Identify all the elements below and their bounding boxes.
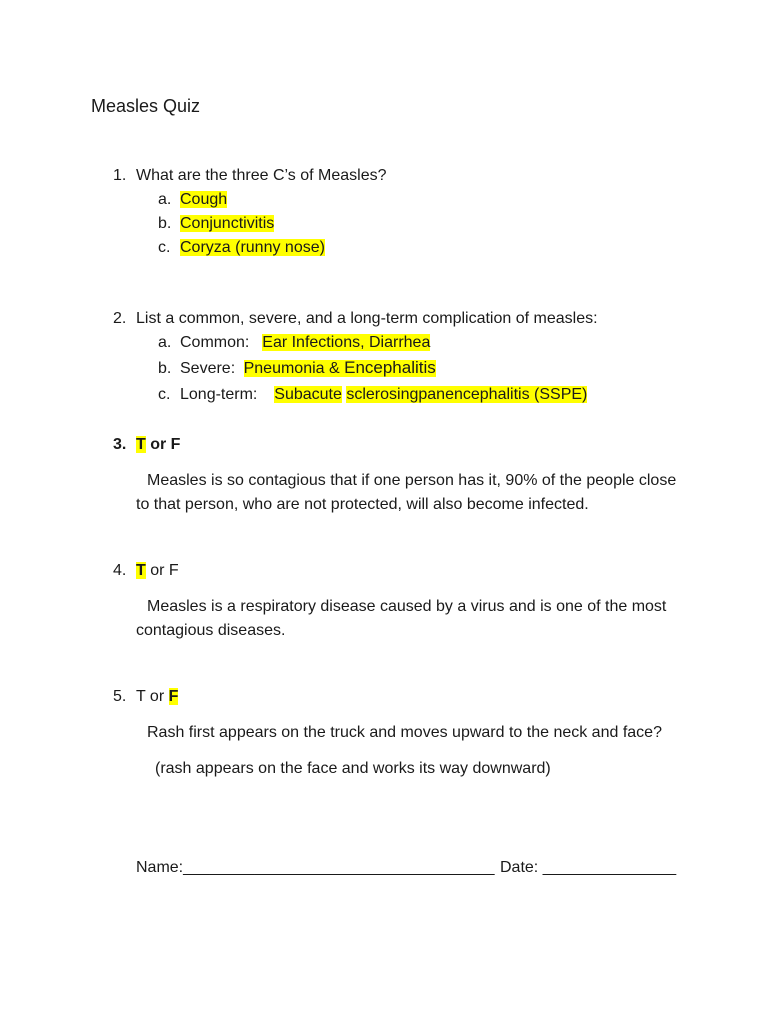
true-answer: T [136, 436, 146, 453]
answer-label: Common: [180, 334, 250, 351]
answer-text: Cough [180, 191, 228, 208]
answer-label: Severe: [180, 360, 236, 377]
question-text: List a common, severe, and a long-term complication of measles: [136, 310, 598, 327]
statement-line: Measles is so contagious that if one person has it, 90% of the people close [147, 472, 677, 489]
question-number: 2. [113, 310, 127, 327]
question-number: 1. [113, 167, 127, 184]
question-text: What are the three C’s of Measles? [136, 167, 387, 184]
answer-text: Ear Infections, Diarrhea [262, 334, 431, 351]
answer-letter: c. [158, 239, 171, 256]
question-number: 4. [113, 562, 127, 579]
answer-text: Pneumonia & [243, 360, 345, 377]
false-answer: F [168, 688, 179, 705]
true-answer: T [136, 562, 146, 579]
name-label: Name: [136, 859, 184, 876]
or-false-label: or F [150, 436, 181, 453]
statement-line: to that person, who are not protected, will also become infected. [136, 496, 589, 513]
answer-label: Long-term: [180, 386, 258, 403]
question-number: 3. [113, 436, 127, 453]
statement-line: contagious diseases. [136, 622, 286, 639]
answer-text: sclerosingpanencephalitis (SSPE) [346, 386, 588, 403]
true-or-label: T or [136, 688, 165, 705]
name-field[interactable]: ___________________________________ [183, 859, 495, 876]
answer-letter: c. [158, 386, 171, 403]
statement-line: Measles is a respiratory disease caused by a virus and is one of the most [147, 598, 667, 615]
answer-letter: a. [158, 334, 172, 351]
answer-text-emphasis: Encephalitis [344, 358, 436, 377]
answer-letter: a. [158, 191, 172, 208]
or-false-label: or F [150, 562, 179, 579]
page-title: Measles Quiz [91, 96, 201, 116]
answer-text: Coryza (runny nose) [180, 239, 325, 256]
answer-note: (rash appears on the face and works its way downward) [155, 760, 551, 777]
date-label: Date: [500, 859, 539, 876]
statement-line: Rash first appears on the truck and moves upward to the neck and face? [147, 724, 662, 741]
answer-letter: b. [158, 360, 172, 377]
answer-letter: b. [158, 215, 172, 232]
answer-text: Conjunctivitis [180, 215, 275, 232]
date-field[interactable]: _______________ [542, 859, 677, 876]
answer-text: Subacute [274, 386, 342, 403]
question-number: 5. [113, 688, 127, 705]
